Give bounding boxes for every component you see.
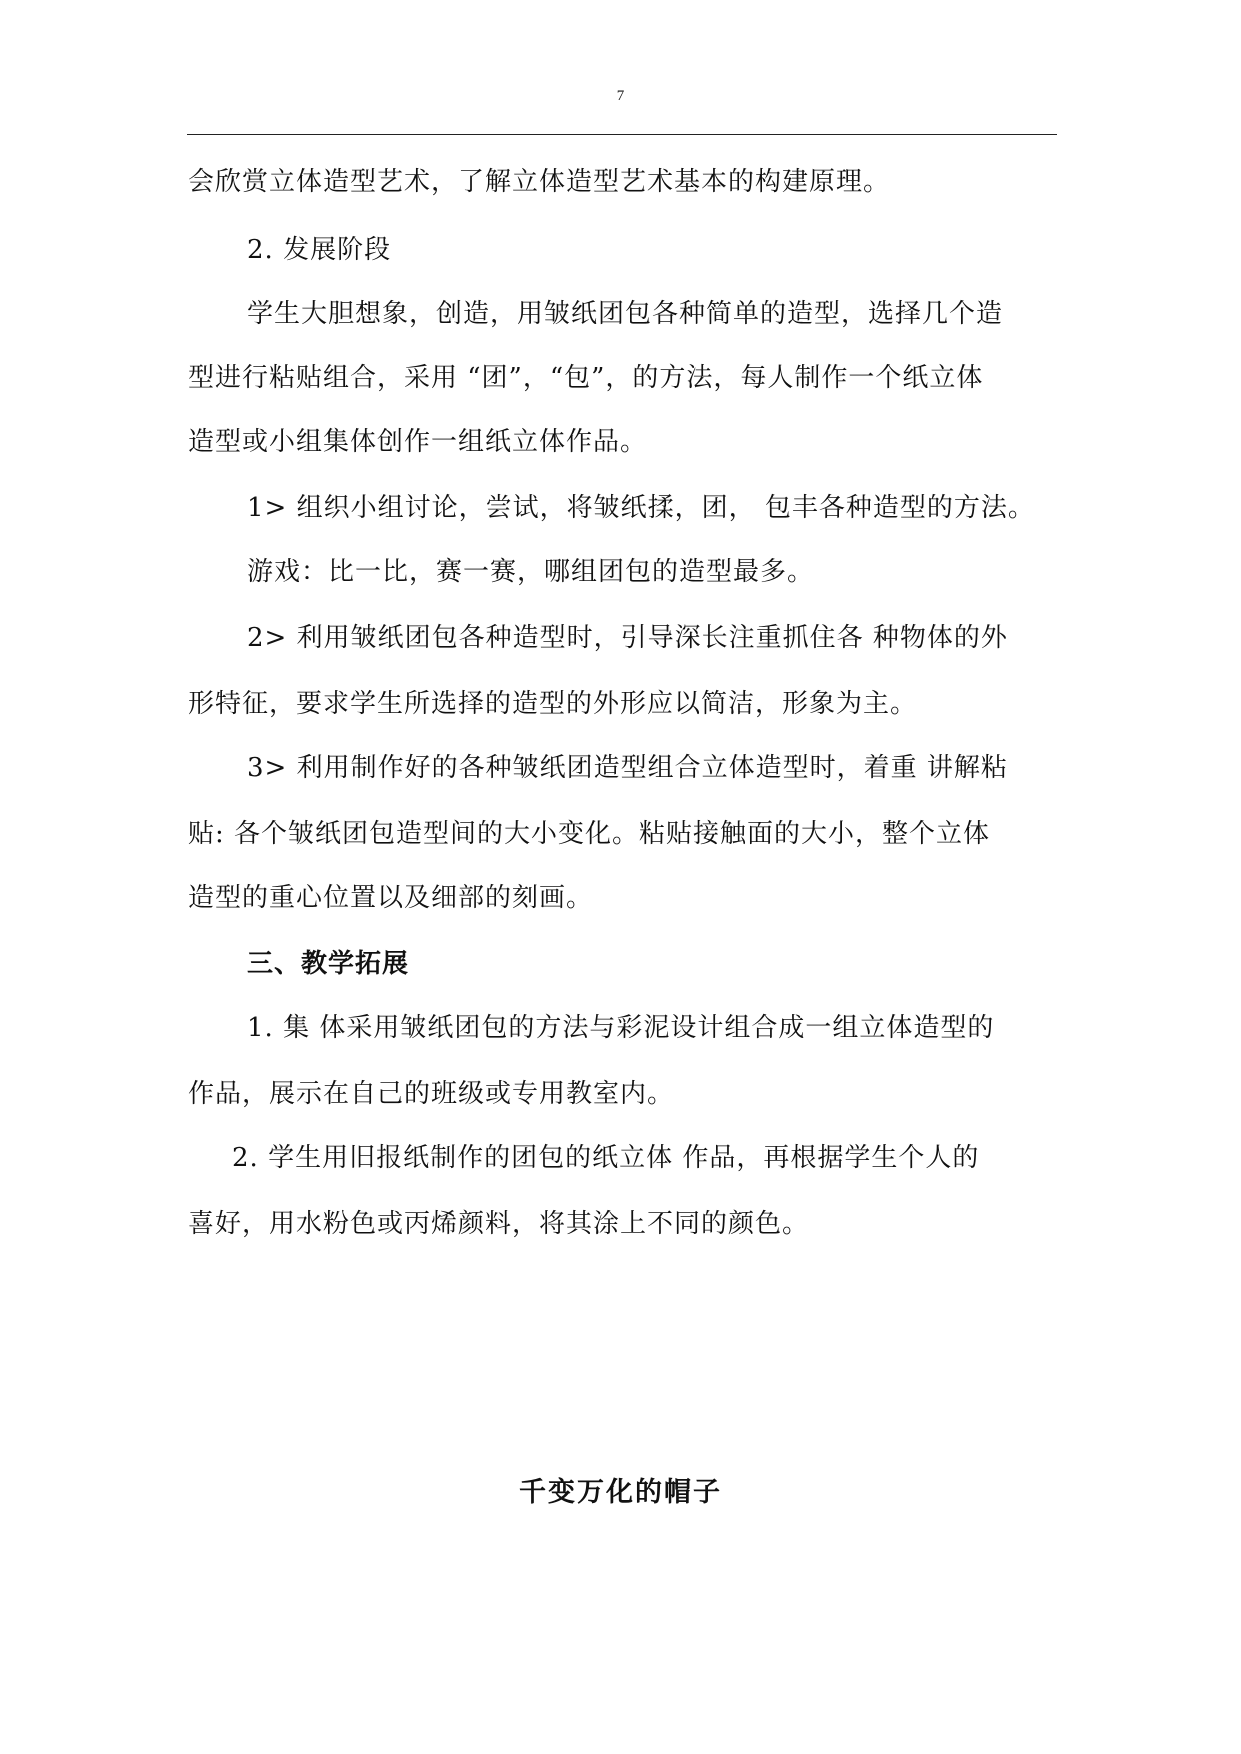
body-line: 贴: 各个皱纸团包造型间的大小变化。粘贴接触面的大小，整个立体	[188, 819, 991, 849]
body-line: 会欣赏立体造型艺术，了解立体造型艺术基本的构建原理。	[188, 167, 891, 197]
section-heading: 三、教学拓展	[247, 949, 410, 979]
document-title: 千变万化的帽子	[519, 1477, 722, 1508]
page-number: 7	[616, 88, 625, 104]
body-line: 造型或小组集体创作一组纸立体作品。	[188, 427, 648, 457]
body-line: 2. 学生用旧报纸制作的团包的纸立体 作品，再根据学生个人的	[232, 1143, 980, 1173]
body-line: 游戏：比一比，赛一赛，哪组团包的造型最多。	[247, 557, 815, 587]
body-line: 1. 集 体采用皱纸团包的方法与彩泥设计组合成一组立体造型的	[247, 1013, 995, 1043]
body-line: 型进行粘贴组合，采用 “团”，“包”，的方法，每人制作一个纸立体	[188, 363, 984, 393]
body-line: 形特征，要求学生所选择的造型的外形应以简洁，形象为主。	[188, 689, 918, 719]
body-line: 造型的重心位置以及细部的刻画。	[188, 883, 594, 913]
body-line: 喜好，用水粉色或丙烯颜料，将其涂上不同的颜色。	[188, 1209, 810, 1239]
body-line: 1> 组织小组讨论，尝试，将皱纸揉，团， 包丰各种造型的方法。	[247, 493, 1035, 523]
body-line: 学生大胆想象，创造，用皱纸团包各种简单的造型，选择几个造	[247, 299, 1004, 329]
header-rule	[187, 134, 1057, 135]
body-line: 3> 利用制作好的各种皱纸团造型组合立体造型时，着重 讲解粘	[247, 753, 1008, 783]
body-line: 2> 利用皱纸团包各种造型时，引导深长注重抓住各 种物体的外	[247, 623, 1008, 653]
section-heading: 2. 发展阶段	[247, 235, 392, 265]
body-line: 作品，展示在自己的班级或专用教室内。	[188, 1079, 675, 1109]
